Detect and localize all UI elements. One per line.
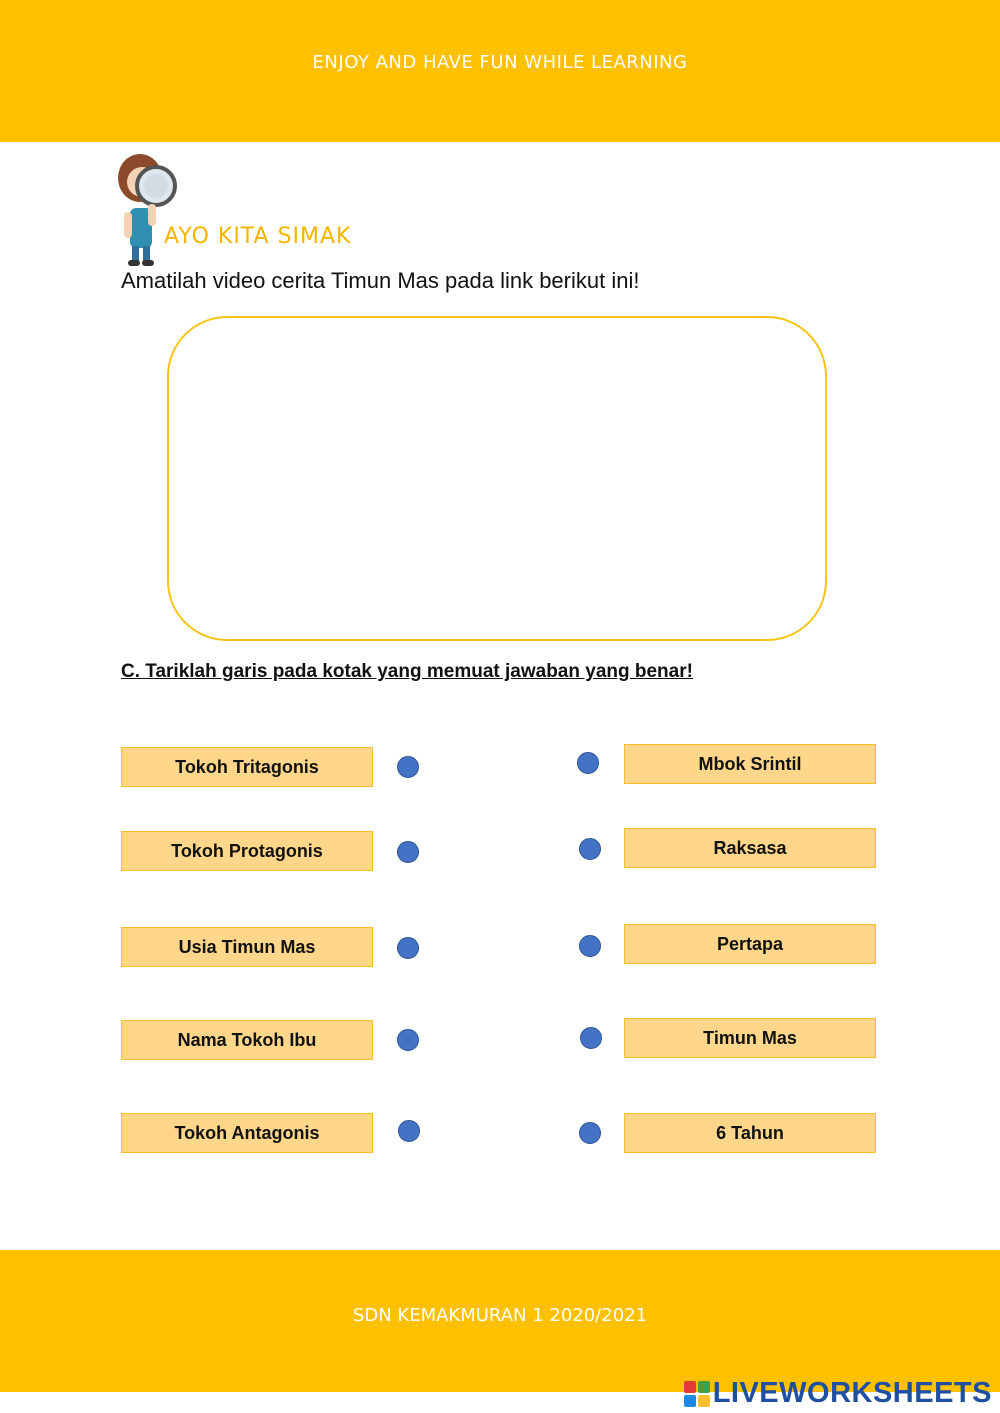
left-connector-dot[interactable]: [397, 937, 419, 959]
left-answer-box: Tokoh Protagonis: [121, 831, 373, 871]
right-connector-dot[interactable]: [579, 935, 601, 957]
left-connector-dot[interactable]: [397, 756, 419, 778]
right-connector-dot[interactable]: [579, 838, 601, 860]
girl-with-magnifier-illustration: [110, 150, 185, 270]
matching-question: C. Tariklah garis pada kotak yang memuat jawaban yang benar!: [121, 661, 693, 682]
liveworksheets-brand-text: LIVEWORKSHEETS: [712, 1377, 992, 1409]
left-connector-dot[interactable]: [398, 1120, 420, 1142]
instruction-text: Amatilah video cerita Timun Mas pada link berikut ini!: [121, 268, 640, 293]
right-answer-box: Pertapa: [624, 924, 876, 964]
video-frame[interactable]: [167, 316, 827, 641]
right-answer-box: Timun Mas: [624, 1018, 876, 1058]
right-connector-dot[interactable]: [577, 752, 599, 774]
left-answer-box: Tokoh Antagonis: [121, 1113, 373, 1153]
right-answer-box: Mbok Srintil: [624, 744, 876, 784]
left-answer-box: Nama Tokoh Ibu: [121, 1020, 373, 1060]
left-answer-box: Usia Timun Mas: [121, 927, 373, 967]
section-title: AYO KITA SIMAK: [164, 224, 352, 249]
right-connector-dot[interactable]: [579, 1122, 601, 1144]
left-answer-box: Tokoh Tritagonis: [121, 747, 373, 787]
footer-school-text: SDN KEMAKMURAN 1 2020/2021: [352, 1305, 648, 1326]
left-connector-dot[interactable]: [397, 841, 419, 863]
right-connector-dot[interactable]: [580, 1027, 602, 1049]
liveworksheets-logo-icon: [684, 1381, 710, 1407]
right-answer-box: Raksasa: [624, 828, 876, 868]
left-connector-dot[interactable]: [397, 1029, 419, 1051]
liveworksheets-logo[interactable]: [684, 1377, 992, 1410]
right-answer-box: 6 Tahun: [624, 1113, 876, 1153]
top-banner-text: ENJOY AND HAVE FUN WHILE LEARNING: [312, 52, 688, 73]
